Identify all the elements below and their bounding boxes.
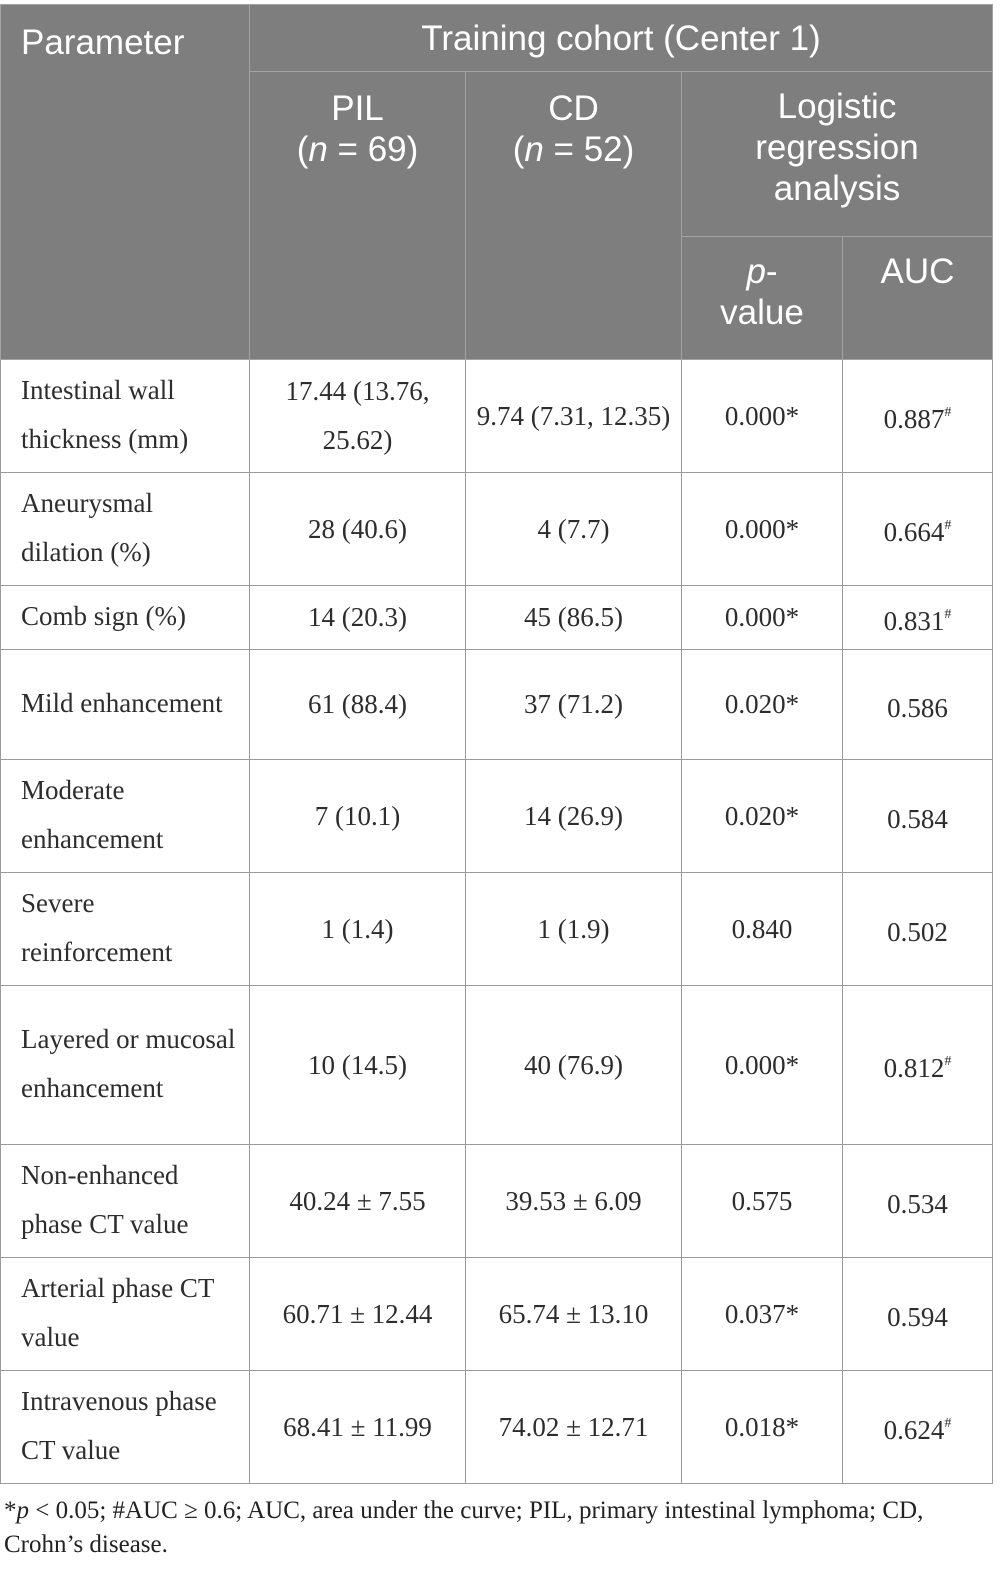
table-row bbox=[1, 986, 993, 1145]
cell-auc-value: 0.584 bbox=[887, 804, 948, 834]
data-table bbox=[0, 4, 993, 1484]
row-parameter-label: Layered or mucosal enhancement bbox=[1, 986, 250, 1145]
cell-pil-value: 61 (88.4) bbox=[250, 650, 466, 760]
cell-auc-value: 0.887 bbox=[883, 404, 945, 434]
cell-cd-value: 39.53 ± 6.09 bbox=[466, 1145, 682, 1258]
cell-auc bbox=[843, 360, 993, 473]
cell-p-value: 0.000* bbox=[682, 986, 843, 1145]
row-parameter-label: Intestinal wall thickness (mm) bbox=[1, 360, 250, 473]
footnote-text: < 0.05; #AUC ≥ 0.6; AUC, area under the curve; PIL, primary intestinal lymphoma; CD, Crohn’s disease. bbox=[4, 1497, 924, 1558]
header-training-cohort: Training cohort (Center 1) bbox=[250, 5, 993, 72]
cell-p-value: 0.037* bbox=[682, 1258, 843, 1371]
cell-auc bbox=[843, 1258, 993, 1371]
cell-auc bbox=[843, 986, 993, 1145]
cell-auc-value: 0.502 bbox=[887, 917, 948, 947]
cell-auc bbox=[843, 473, 993, 586]
cell-pil-value: 60.71 ± 12.44 bbox=[250, 1258, 466, 1371]
cell-cd-value: 9.74 (7.31, 12.35) bbox=[466, 360, 682, 473]
cell-auc-value: 0.534 bbox=[887, 1189, 948, 1219]
cell-auc bbox=[843, 760, 993, 873]
header-cd bbox=[466, 72, 682, 360]
row-parameter-label: Intravenous phase CT value bbox=[1, 1371, 250, 1484]
cell-p-value: 0.018* bbox=[682, 1371, 843, 1484]
auc-threshold-mark: # bbox=[944, 518, 952, 533]
cell-p-value: 0.575 bbox=[682, 1145, 843, 1258]
cell-auc-value: 0.812 bbox=[883, 1053, 945, 1083]
row-parameter-label: Arterial phase CT value bbox=[1, 1258, 250, 1371]
auc-threshold-mark: # bbox=[944, 606, 952, 622]
cell-p-value: 0.000* bbox=[682, 586, 843, 650]
table-row bbox=[1, 1145, 993, 1258]
header-pil-name: PIL bbox=[331, 89, 384, 128]
header-p-value: p-value bbox=[682, 237, 843, 360]
cell-pil-value: 68.41 ± 11.99 bbox=[250, 1371, 466, 1484]
footnote-p-symbol: p bbox=[16, 1497, 29, 1524]
cell-cd-value: 45 (86.5) bbox=[466, 586, 682, 650]
row-parameter-label: Aneurysmal dilation (%) bbox=[1, 473, 250, 586]
row-parameter-label: Comb sign (%) bbox=[1, 586, 250, 650]
cell-p-value: 0.840 bbox=[682, 873, 843, 986]
auc-threshold-mark: # bbox=[944, 1054, 952, 1069]
header-auc: AUC bbox=[843, 237, 993, 360]
row-parameter-label: Moderate enhancement bbox=[1, 760, 250, 873]
cell-cd-value: 74.02 ± 12.71 bbox=[466, 1371, 682, 1484]
cell-cd-value: 40 (76.9) bbox=[466, 986, 682, 1145]
cell-cd-value: 37 (71.2) bbox=[466, 650, 682, 760]
cell-auc-value: 0.664 bbox=[883, 517, 945, 547]
cell-auc-value: 0.594 bbox=[887, 1302, 948, 1332]
cell-cd-value: 4 (7.7) bbox=[466, 473, 682, 586]
cell-p-value: 0.000* bbox=[682, 473, 843, 586]
cell-p-value: 0.000* bbox=[682, 360, 843, 473]
table-row bbox=[1, 760, 993, 873]
table-row bbox=[1, 1258, 993, 1371]
cell-p-value: 0.020* bbox=[682, 650, 843, 760]
table-row bbox=[1, 1371, 993, 1484]
header-cd-n: (n = 52) bbox=[512, 130, 635, 169]
cell-pil-value: 7 (10.1) bbox=[250, 760, 466, 873]
auc-threshold-mark: # bbox=[944, 1416, 952, 1431]
header-cd-name: CD bbox=[548, 89, 599, 128]
header-parameter: Parameter bbox=[1, 5, 250, 360]
cell-auc bbox=[843, 1371, 993, 1484]
cell-pil-value: 1 (1.4) bbox=[250, 873, 466, 986]
cell-pil-value: 10 (14.5) bbox=[250, 986, 466, 1145]
table-footnote bbox=[4, 1494, 994, 1562]
cell-cd-value: 65.74 ± 13.10 bbox=[466, 1258, 682, 1371]
header-pil bbox=[250, 72, 466, 360]
cell-pil-value: 14 (20.3) bbox=[250, 586, 466, 650]
footnote-star: * bbox=[4, 1497, 17, 1524]
header-pil-n: (n = 69) bbox=[296, 130, 419, 169]
cell-auc bbox=[843, 586, 993, 650]
cell-pil-value: 28 (40.6) bbox=[250, 473, 466, 586]
table-row bbox=[1, 586, 993, 650]
row-parameter-label: Non-enhanced phase CT value bbox=[1, 1145, 250, 1258]
cell-pil-value: 17.44 (13.76, 25.62) bbox=[250, 360, 466, 473]
table-row bbox=[1, 473, 993, 586]
table-row bbox=[1, 360, 993, 473]
cell-p-value: 0.020* bbox=[682, 760, 843, 873]
cell-cd-value: 1 (1.9) bbox=[466, 873, 682, 986]
header-logistic-regression: Logistic regression analysis bbox=[682, 72, 993, 237]
cell-pil-value: 40.24 ± 7.55 bbox=[250, 1145, 466, 1258]
cell-auc-value: 0.624 bbox=[883, 1415, 945, 1445]
row-parameter-label: Severe reinforcement bbox=[1, 873, 250, 986]
auc-threshold-mark: # bbox=[944, 405, 952, 420]
cell-auc bbox=[843, 650, 993, 760]
table-body bbox=[1, 360, 993, 1484]
cell-cd-value: 14 (26.9) bbox=[466, 760, 682, 873]
cell-auc bbox=[843, 1145, 993, 1258]
cell-auc-value: 0.831 bbox=[883, 605, 945, 636]
table-row bbox=[1, 873, 993, 986]
cell-auc-value: 0.586 bbox=[887, 692, 948, 723]
row-parameter-label: Mild enhancement bbox=[1, 650, 250, 760]
table-row bbox=[1, 650, 993, 760]
data-table-container bbox=[0, 4, 992, 1484]
cell-auc bbox=[843, 873, 993, 986]
